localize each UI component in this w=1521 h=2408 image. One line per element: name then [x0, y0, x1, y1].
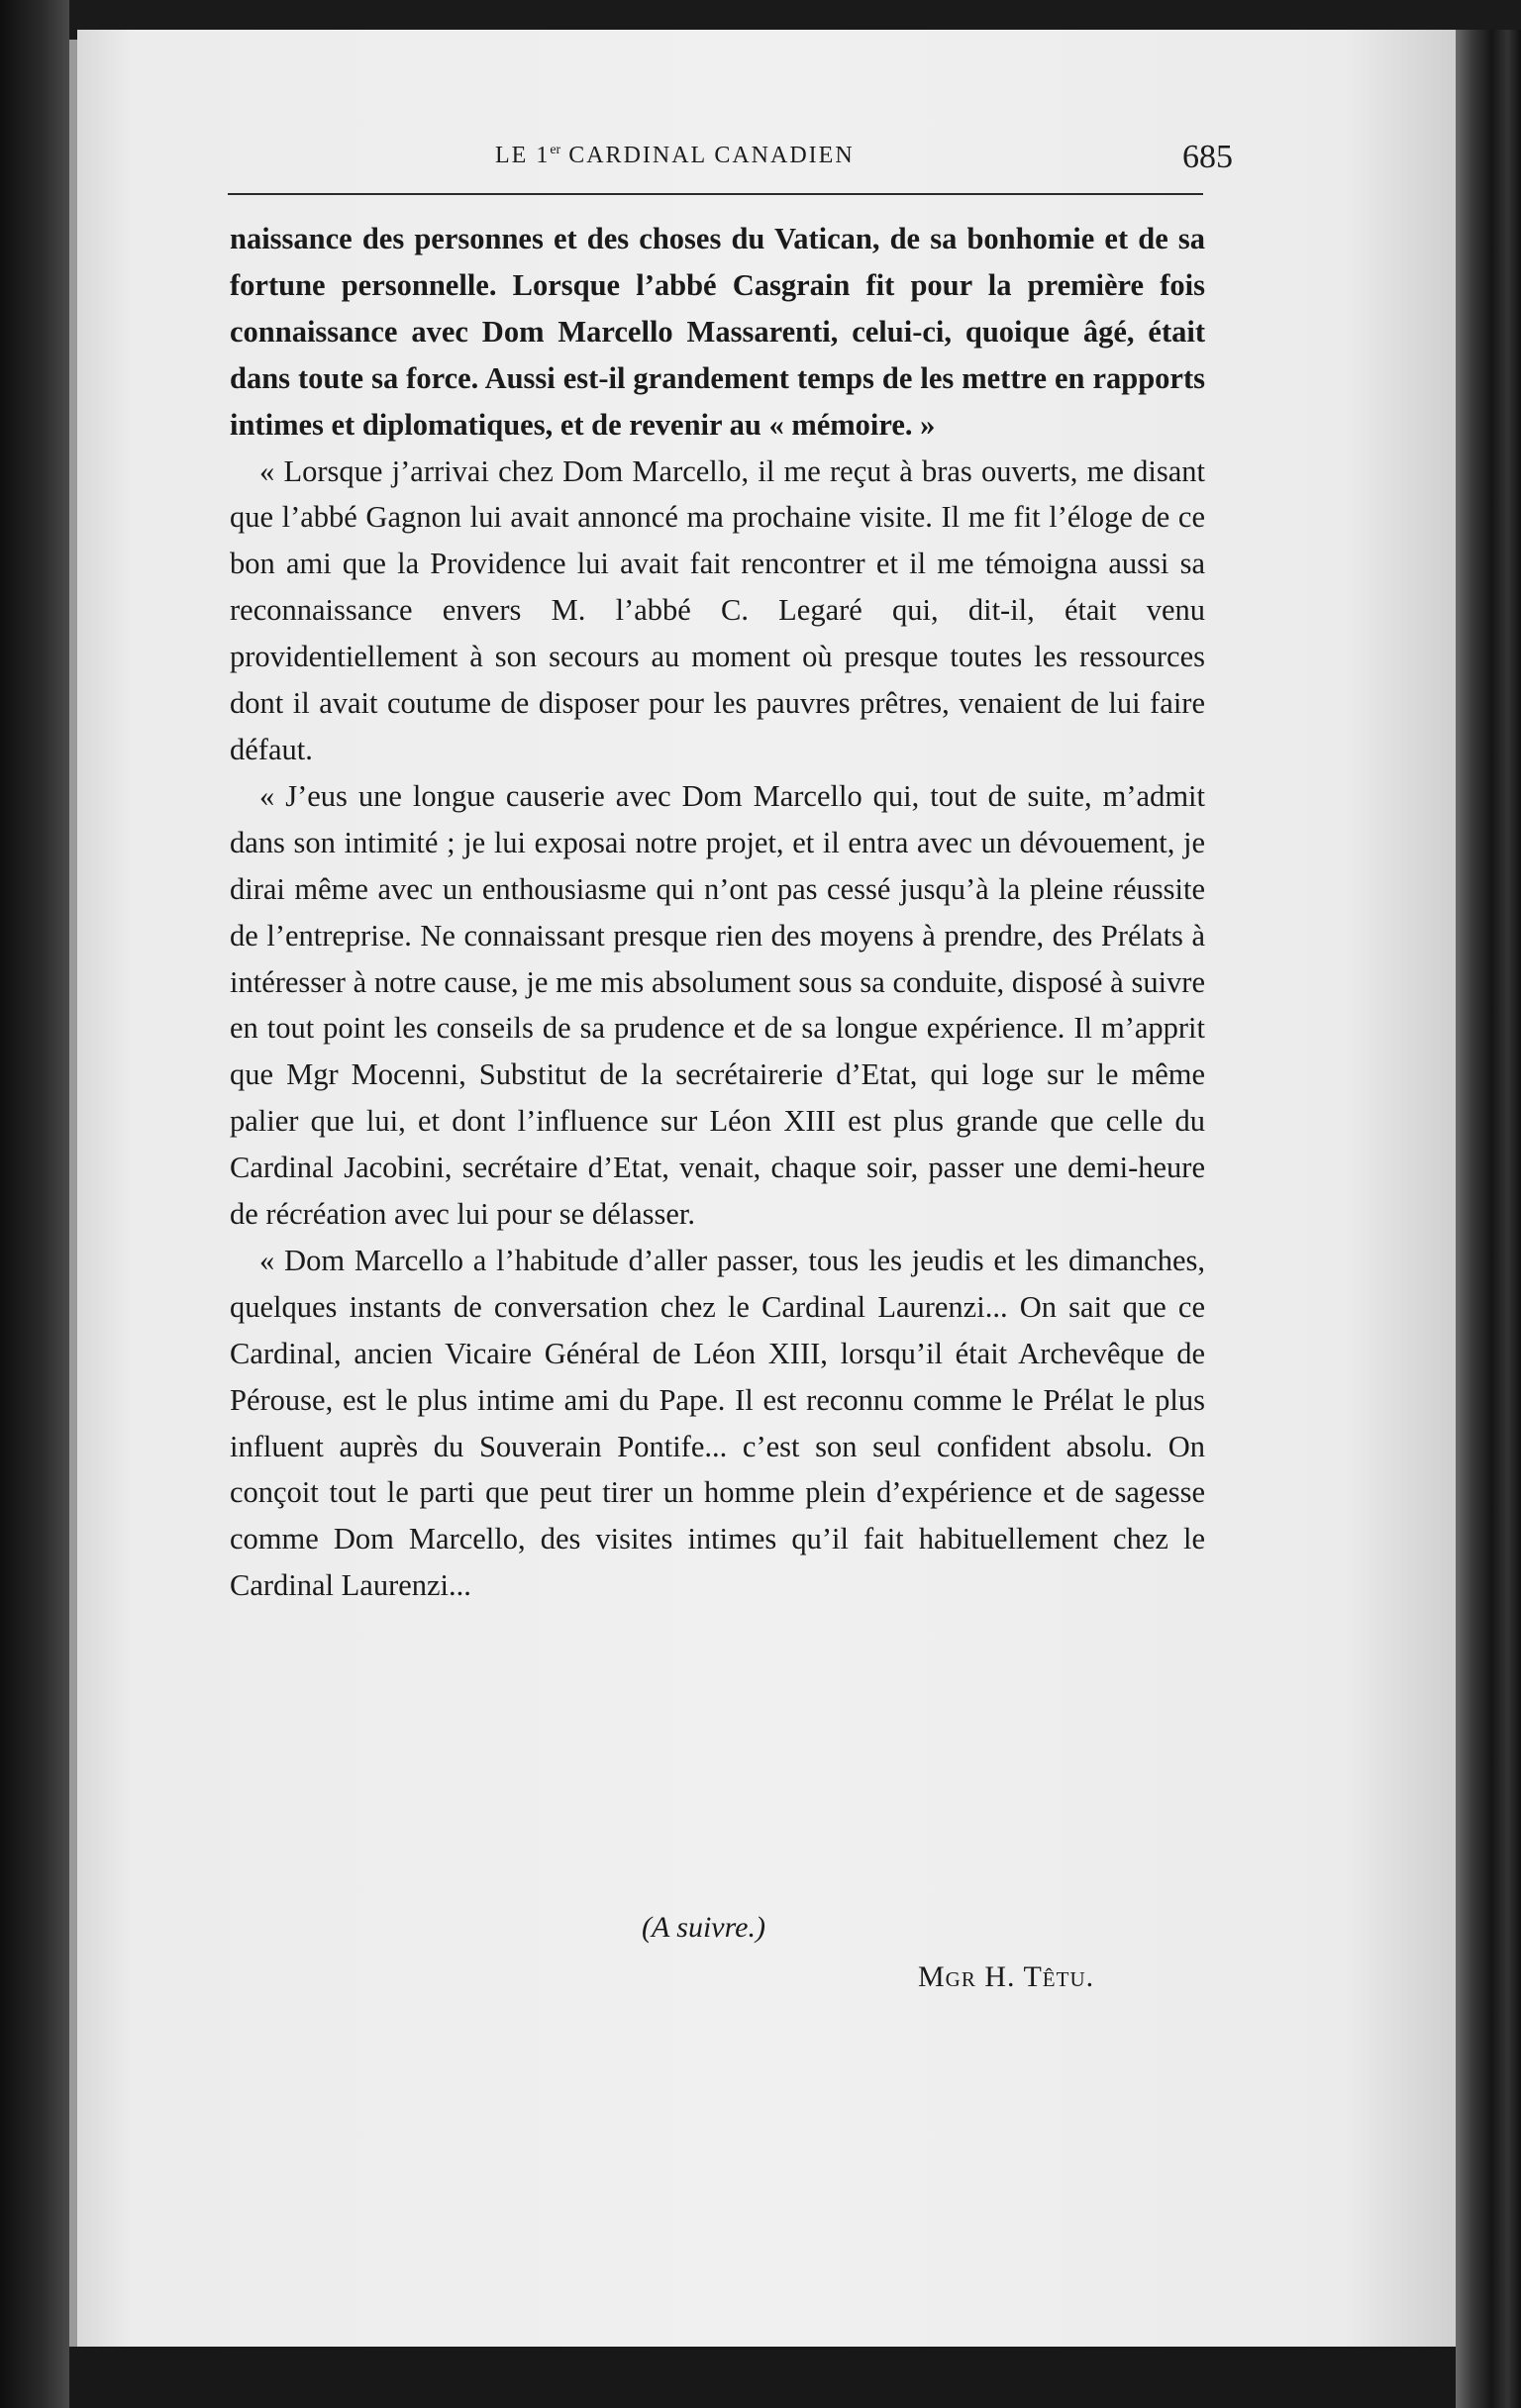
paragraph-2: « Lorsque j’arrivai chez Dom Marcello, il me reçut à bras ouverts, me disant que l’abbé Gagnon lui avait annoncé ma prochaine visite. Il me fit l’éloge de ce bon ami que la Providence lui avait fait rencontrer et il me témoigna aussi sa reconnaissance envers M. l’abbé C. Legaré qui, dit-il, était venu providentiellement à son secours au moment où presque toutes les ressources dont il avait coutume de disposer pour les pauvres prêtres, venaient de lui faire défaut. — [230, 453, 1205, 766]
author-signature — [918, 1960, 1094, 1994]
left-binding-shadow — [0, 0, 69, 2408]
paragraph-3: « J’eus une longue causerie avec Dom Marcello qui, tout de suite, m’admit dans son intimité ; je lui exposai notre projet, et il entra avec un dévouement, je dirai même avec un enthousiasme qui n’ont pas cessé jusqu’à la pleine réussite de l’entreprise. Ne connaissant presque rien des moyens à prendre, des Prélats à intéresser à notre cause, je me mis absolument sous sa conduite, disposé à suivre en tout point les conseils de sa prudence et de sa longue expérience. Il m’apprit que Mgr Mocenni, Substitut de la secrétairerie d’Etat, qui loge sur le même palier que lui, et dont l’influence sur Léon XIII est plus grande que celle du Cardinal Jacobini, secrétaire d’Etat, venait, chaque soir, passer une demi-heure de récréation avec lui pour se délasser. — [230, 778, 1205, 1232]
running-title-prefix: LE 1 — [495, 143, 551, 168]
body-text — [230, 216, 1205, 1609]
signature-title: Mgr — [918, 1960, 976, 1993]
page-number: 685 — [1182, 139, 1233, 175]
header-rule — [228, 193, 1203, 195]
previous-page-edge — [69, 40, 77, 2357]
to-be-continued: (A suivre.) — [642, 1911, 765, 1944]
running-title-suffix: CARDINAL CANADIEN — [560, 143, 855, 168]
bottom-shadow — [69, 2347, 1456, 2408]
paragraph-1: naissance des personnes et des choses du Vatican, de sa bonhomie et de sa fortune personnelle. Lorsque l’abbé Casgrain fit pour la première fois connaissance avec Dom Marcello Massarenti, celui-ci, quoique âgé, était dans toute sa force. Aussi est-il grandement temps de les mettre en rapports intimes et diplomatiques, et de revenir au « mémoire. » — [230, 222, 1205, 442]
paragraph-4: « Dom Marcello a l’habitude d’aller passer, tous les jeudis et les dimanches, quelques instants de conversation chez le Cardinal Laurenzi... On sait que ce Cardinal, ancien Vicaire Général de Léon XIII, lorsqu’il était Archevêque de Pérouse, est le plus intime ami du Pape. Il est reconnu comme le Prélat le plus influent auprès du Souverain Pontife... c’est son seul confident absolu. On conçoit tout le parti que peut tirer un homme plein d’expérience et de sagesse comme Dom Marcello, des visites intimes qu’il fait habituellement chez le Cardinal Laurenzi... — [230, 1243, 1205, 1603]
signature-name: H. Têtu. — [975, 1960, 1095, 1993]
running-title-superscript: er — [550, 143, 561, 157]
right-page-stack — [1456, 30, 1521, 2408]
running-header — [228, 139, 1233, 188]
running-title — [495, 143, 855, 169]
